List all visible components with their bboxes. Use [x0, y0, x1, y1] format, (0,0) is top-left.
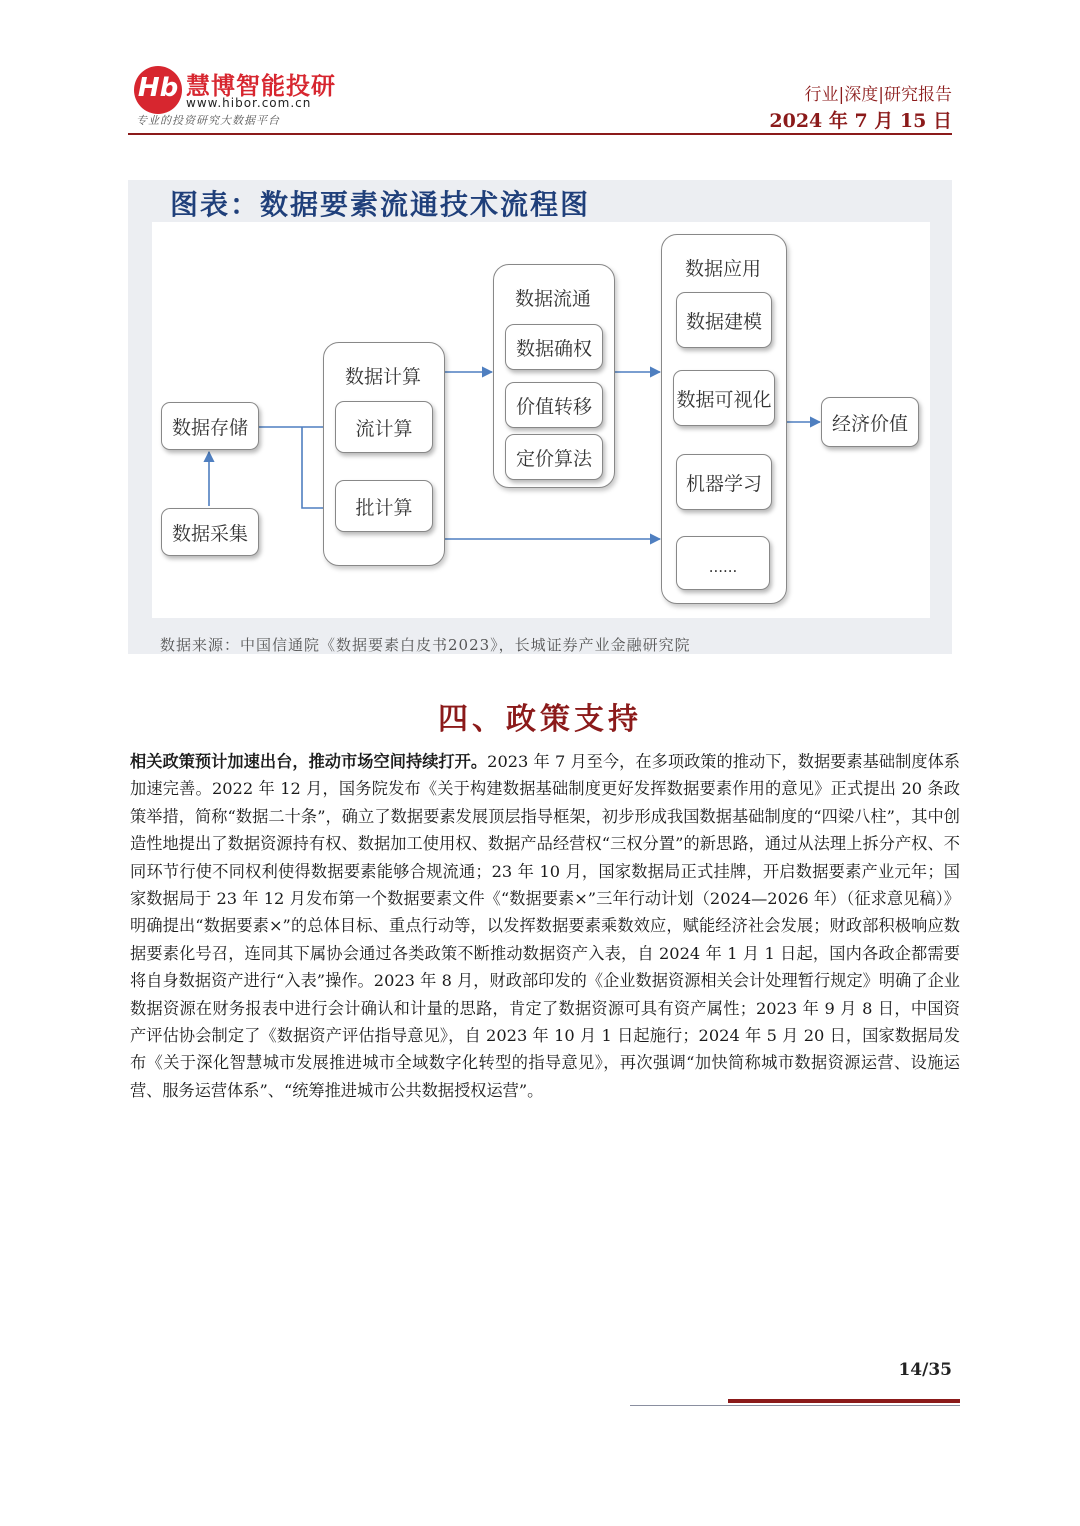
group-compute-label: 数据计算	[344, 366, 421, 388]
report-date: 2024 年 7 月 15 日	[769, 110, 952, 132]
node-batch-compute: 批计算	[335, 480, 433, 532]
node-data-rights: 数据确权	[505, 324, 603, 370]
footer-rule	[630, 1405, 960, 1406]
node-value-transfer: 价值转移	[505, 382, 603, 428]
node-machine-learning: 机器学习	[676, 454, 772, 510]
logo-name: 慧博智能投研	[186, 72, 336, 100]
body-text: 2023 年 7 月至今，在多项政策的推动下，数据要素基础制度体系加速完善。2022 年 12 月，国务院发布《关于构建数据基础制度更好发挥数据要素作用的意见》正式提出 20 条政策举措，简称“数据二十条”，确立了数据要素发展顶层指导框架，初步形成我国数据基础制度的“四梁八柱”，其中创造性地提出了数据资源持有权、数据加工使用权、数据产品经营权“三权分置”的新思路，通过从法理上拆分产权、不同环节行使不同权利使得数据要素能够合规流通；23 年 10 月，国家数据局正式挂牌，开启数据要素产业元年；国家数据局于 23 年 12 月发布第一个数据要素文件《“数据要素×”三年行动计划（2024—2026 年）（征求意见稿）》明确提出“数据要素×”的总体目标、重点行动等，以发挥数据要素乘数效应，赋能经济社会发展；财政部积极响应数据要素化号召，连同其下属协会通过各类政策不断推动数据资产入表，自 2024 年 1 月 1 日起，国内各政企都需要将自身数据资产进行“入表”操作。2023 年 8 月，财政部印发的《企业数据资源相关会计处理暂行规定》明确了企业数据资源在财务报表中进行会计确认和计量的思路，肯定了数据资源可具有资产属性；2023 年 9 月 8 日，中国资产评估协会制定了《数据资产评估指导意见》，自 2023 年 10 月 1 日起施行；2024 年 5 月 20 日，国家数据局发布《关于深化智慧城市发展推进城市全域数字化转型的指导意见》，再次强调“加快简称城市数据资源运营、设施运营、服务运营体系”、“统筹推进城市公共数据授权运营”。	[130, 752, 960, 1100]
report-category: 行业|深度|研究报告	[804, 85, 952, 105]
footer-accent-rule	[728, 1399, 960, 1403]
node-data-collection: 数据采集	[161, 508, 259, 556]
figure-title: 图表：数据要素流通技术流程图	[170, 188, 591, 221]
section-title: 四、政策支持	[438, 702, 642, 737]
node-data-storage: 数据存储	[161, 402, 259, 450]
figure-source: 数据来源：中国信通院《数据要素白皮书2023》，长城证券产业金融研究院	[160, 636, 691, 654]
node-stream-compute: 流计算	[335, 401, 433, 453]
group-application-label: 数据应用	[684, 258, 761, 280]
node-more: ......	[676, 536, 770, 590]
node-data-visualization: 数据可视化	[673, 370, 775, 426]
body-lead: 相关政策预计加速出台，推动市场空间持续打开。	[130, 752, 488, 771]
group-circulation-label: 数据流通	[514, 288, 591, 310]
page-number: 14/35	[898, 1360, 952, 1380]
node-pricing-algorithm: 定价算法	[505, 434, 603, 480]
logo-slogan: 专业的投资研究大数据平台	[136, 114, 280, 127]
body-paragraph	[130, 748, 960, 1104]
flowchart-canvas	[152, 222, 930, 618]
logo-icon: Hb	[134, 66, 182, 114]
node-data-modeling: 数据建模	[676, 292, 772, 348]
logo-url: www.hibor.com.cn	[186, 96, 312, 110]
header-divider	[128, 133, 952, 135]
node-economic-value: 经济价值	[821, 397, 919, 447]
